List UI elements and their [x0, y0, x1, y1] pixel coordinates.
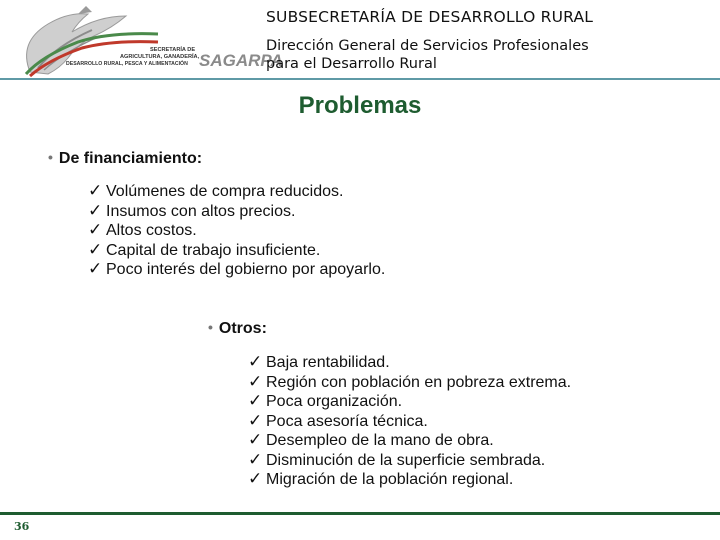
checkmark-icon: ✓	[88, 259, 103, 279]
list-item	[248, 412, 571, 432]
list-item-text: Poco interés del gobierno por apoyarlo.	[106, 261, 386, 278]
agency-line1: SECRETARÍA DE	[150, 47, 196, 53]
section-heading	[208, 320, 267, 338]
checkmark-icon: ✓	[248, 449, 263, 470]
bullet-icon: •	[208, 319, 213, 335]
sagarpa-logo	[8, 2, 283, 76]
section-heading-text: Otros:	[218, 320, 267, 337]
slide-header	[0, 0, 720, 80]
list-item-text: Altos costos.	[106, 222, 197, 239]
list-item	[88, 182, 385, 202]
agency-acronym: SAGARPA	[199, 51, 283, 70]
section-otros	[208, 319, 572, 489]
list-item-text: Disminución de la superficie sembrada.	[266, 451, 546, 469]
list-item-text: Poca asesoría técnica.	[266, 412, 428, 430]
checkmark-icon: ✓	[88, 220, 103, 240]
header-subtitle-line1: Dirección General de Servicios Profesionales	[266, 38, 589, 54]
header-subtitle	[266, 37, 589, 73]
checkmark-icon: ✓	[248, 430, 263, 450]
list-item	[248, 431, 571, 451]
item-list	[88, 182, 385, 280]
list-item-text: Desempleo de la mano de obra.	[266, 432, 494, 449]
list-item-text: Insumos con altos precios.	[106, 202, 296, 220]
list-item	[88, 221, 385, 241]
list-item-text: Volúmenes de compra reducidos.	[106, 183, 344, 200]
list-item	[88, 260, 385, 280]
list-item	[248, 470, 571, 490]
list-item	[248, 373, 571, 393]
checkmark-icon: ✓	[248, 410, 263, 431]
checkmark-icon: ✓	[248, 352, 263, 372]
checkmark-icon: ✓	[88, 200, 103, 221]
checkmark-icon: ✓	[248, 469, 263, 489]
bullet-icon: •	[48, 149, 53, 165]
section-heading-text: De financiamiento:	[58, 150, 203, 167]
checkmark-icon: ✓	[248, 391, 263, 411]
list-item-text: Poca organización.	[266, 393, 403, 410]
list-item	[248, 353, 571, 373]
agency-line2: AGRICULTURA, GANADERÍA,	[120, 54, 200, 60]
checkmark-icon: ✓	[248, 371, 263, 392]
section-heading	[48, 150, 202, 168]
list-item	[88, 241, 385, 261]
section-financiamiento	[48, 149, 386, 279]
list-item-text: Migración de la población regional.	[266, 471, 514, 488]
footer-divider	[0, 512, 720, 515]
list-item-text: Región con población en pobreza extrema.	[266, 373, 572, 391]
page-number: 36	[14, 520, 30, 533]
list-item-text: Capital de trabajo insuficiente.	[106, 241, 321, 259]
header-title: SUBSECRETARÍA DE DESARROLLO RURAL	[266, 8, 594, 26]
header-divider	[0, 78, 720, 80]
header-subtitle-line2: para el Desarrollo Rural	[266, 56, 437, 72]
agency-line3: DESARROLLO RURAL, PESCA Y ALIMENTACIÓN	[66, 61, 188, 67]
item-list	[248, 353, 571, 490]
checkmark-icon: ✓	[88, 181, 103, 201]
list-item	[248, 451, 571, 471]
page-title: Problemas	[298, 92, 422, 119]
list-item	[248, 392, 571, 412]
checkmark-icon: ✓	[88, 239, 103, 260]
list-item-text: Baja rentabilidad.	[266, 354, 390, 371]
list-item	[88, 202, 385, 222]
